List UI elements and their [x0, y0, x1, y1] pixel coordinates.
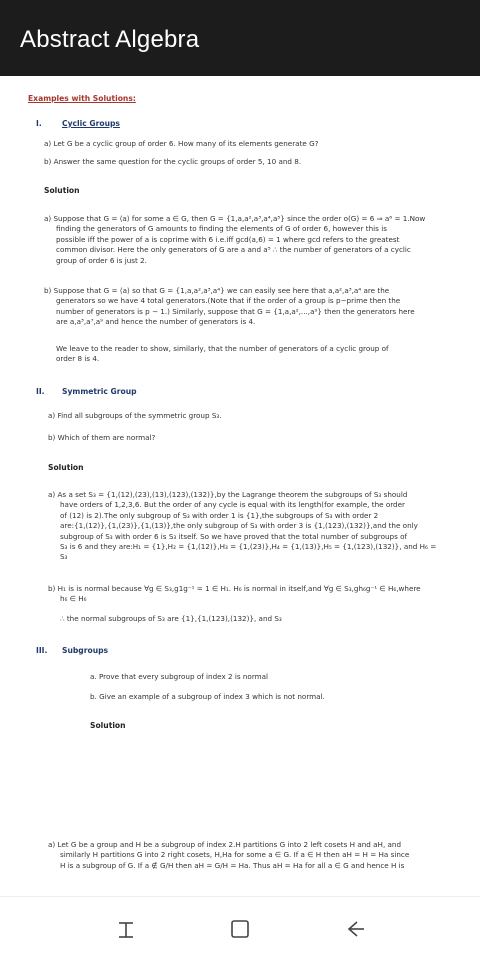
section-1-answer-b: b) Suppose that G = ⟨a⟩ so that G = {1,a,a²,a³,a⁴} we can easily see here that a,a²,a³,a⁴ are the generators so we have 4 total generators.(Note that if the order of a group is p−prime then the number of generators is p − 1.) Similarly, suppose that G = {1,a,a²,...,a⁹} then the generators here are a,a³,a⁷,a⁹ and hence the number of generators is 4.: [44, 286, 415, 327]
system-navigation-bar: [0, 896, 480, 960]
section-2-question-b: b) Which of them are normal?: [48, 433, 156, 442]
section-1-answer-a: a) Suppose that G = ⟨a⟩ for some a ∈ G, then G = {1,a,a²,a³,a⁴,a⁵} since the order o(G) = 6 ⇒ a⁶ = 1.Now finding the generators of G amounts to finding the elements of G of order 6, however this is possible iff the power of a is coprime with 6 i.e.iff gcd(a,6) = 1 where gcd refers to the greatest common divisor. Here the only generators of G are a and a⁵ ∴ the number of generators of a cyclic group of order 6 is just 2.: [44, 214, 426, 265]
back-button[interactable]: [334, 909, 378, 949]
section-1-solution-label: Solution: [44, 186, 80, 195]
section-2-answer-a: a) As a set S₃ = {1,(12),(23),(13),(123),(132)},by the Lagrange theorem the subgroups of S₃ should have orders of 1,2,3,6. But the order of any cycle is equal with its length(for example, the order of (12) is 2).The only subgroup of S₃ with order 1 is {1},the subgroups of S₃ with order 2 are:{1,(12)},{1,(23)},{1,(13)},the only subgroup of S₃ with order 3 is {1,(123),(132)},and the only subgroup of S₃ with order 6 is S₃ itself. So we have proved that the total number of subgroups of S₃ is 6 and they are:H₁ = {1},H₂ = {1,(12)},H₃ = {1,(23)},H₄ = {1,(13)},H₅ = {1,(123),(132)}, and H₆ = S₃: [48, 490, 437, 562]
back-icon: [345, 918, 367, 940]
home-icon: [229, 918, 251, 940]
section-1-question-b: b) Answer the same question for the cyclic groups of order 5, 10 and 8.: [44, 157, 302, 166]
document-page: [0, 76, 480, 896]
section-1-number: I.: [36, 119, 42, 128]
recents-icon: [116, 918, 136, 940]
section-3-title: Subgroups: [62, 646, 109, 655]
section-2-solution-label: Solution: [48, 463, 84, 472]
section-2-number: II.: [36, 387, 45, 396]
section-3-question-b: b. Give an example of a subgroup of index 3 which is not normal.: [90, 692, 325, 701]
examples-heading: Examples with Solutions:: [28, 94, 136, 103]
section-3-question-a: a. Prove that every subgroup of index 2 is normal: [90, 672, 269, 681]
section-2-answer-b: b) H₁ is is normal because ∀g ∈ S₃,g1g⁻¹ = 1 ∈ H₁. H₆ is normal in itself,and ∀g ∈ S₃,gh₆g⁻¹ ∈ H₆,where h₆ ∈ H₆: [48, 584, 421, 604]
section-3-solution-label: Solution: [90, 721, 126, 730]
recents-button[interactable]: [104, 909, 148, 949]
section-2-title: Symmetric Group: [62, 387, 137, 396]
section-1-question-a: a) Let G be a cyclic group of order 6. How many of its elements generate G?: [44, 139, 319, 148]
section-3-answer-a: a) Let G be a group and H be a subgroup of index 2.H partitions G into 2 left cosets H and aH, and similarly H partitions G into 2 right cosets, H,Ha for some a ∈ G. If a ∈ H then aH = H = Ha since H is a subgroup of G. If a ∉ G/H then aH = G/H = Ha. Thus aH = Ha for all a ∈ G and hence H is: [48, 840, 410, 870]
section-2-normal-subgroups: ∴ the normal subgroups of S₃ are {1},{1,(123),(132)}, and S₃: [60, 614, 282, 623]
section-2-question-a: a) Find all subgroups of the symmetric group S₃.: [48, 411, 222, 420]
section-1-title: Cyclic Groups: [62, 119, 120, 128]
section-3-number: III.: [36, 646, 48, 655]
app-title: Abstract Algebra: [20, 26, 200, 53]
app-bar: [0, 0, 480, 76]
section-1-leave-note: We leave to the reader to show, similarly, that the number of generators of a cyclic group of order 8 is 4.: [56, 344, 389, 364]
home-button[interactable]: [218, 909, 262, 949]
